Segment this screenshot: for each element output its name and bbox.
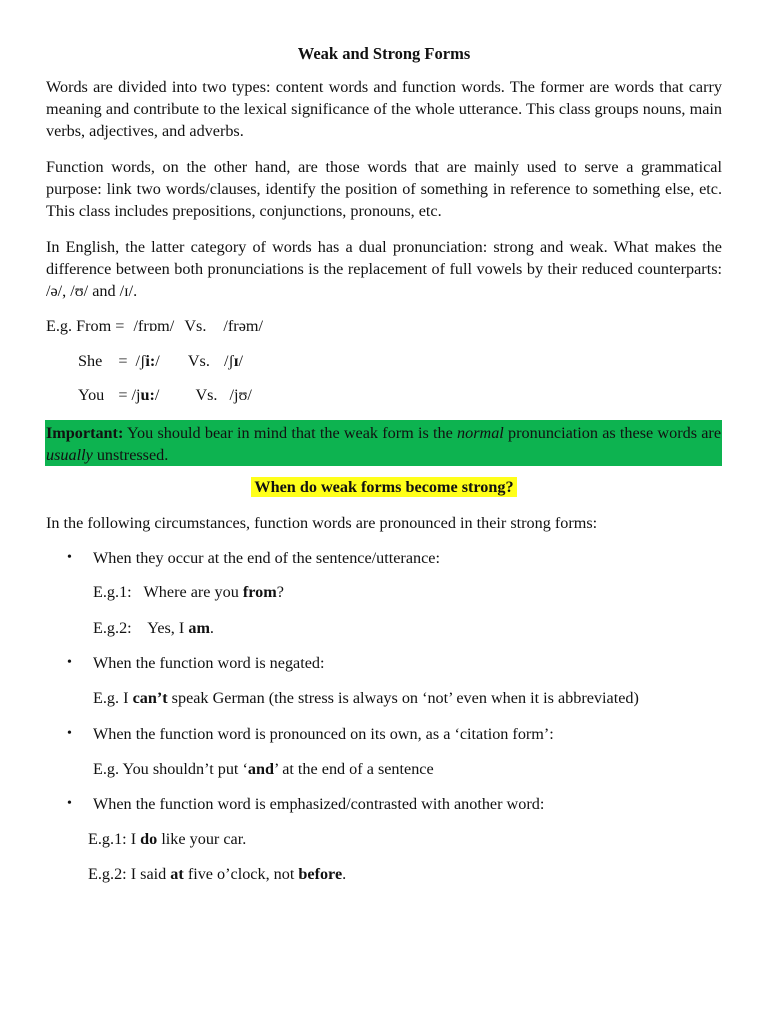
example-end-2: E.g.2: Yes, I am. xyxy=(93,619,214,637)
bullet-item-citation-form: When the function word is pronounced on its own, as a ‘citation form’: xyxy=(93,725,554,743)
important-note: Important: You should bear in mind that the weak form is the normal pronunciation as these words are usually unstressed. xyxy=(45,420,722,466)
section-heading-text: When do weak forms become strong? xyxy=(251,477,516,497)
example-negated: E.g. I can’t speak German (the stress is always on ‘not’ even when it is abbreviated) xyxy=(93,689,639,707)
bullet-item-emphasized: When the function word is emphasized/contrasted with another word: xyxy=(93,795,545,813)
important-label: Important: xyxy=(46,424,124,442)
bullet-marker: • xyxy=(67,726,72,741)
paragraph-function-words: Function words, on the other hand, are those words that are mainly used to serve a grammatical purpose: link two words/clauses, identify the position of something in reference to something else, etc. This class includes prepositions, conjunctions, pronouns, etc. xyxy=(46,158,722,220)
bullet-item-end-of-sentence: When they occur at the end of the sentence/utterance: xyxy=(93,549,440,567)
example-emphasis-2: E.g.2: I said at five o’clock, not before. xyxy=(88,865,347,883)
section-heading xyxy=(0,478,768,497)
bullet-item-negated: When the function word is negated: xyxy=(93,654,325,672)
example-you: You = /ju:/ Vs. /jʊ/ xyxy=(78,386,252,404)
intro-text: In the following circumstances, function words are pronounced in their strong forms: xyxy=(46,514,598,532)
document-title: Weak and Strong Forms xyxy=(297,44,471,63)
example-end-1: E.g.1: Where are you from? xyxy=(93,583,284,601)
bullet-marker: • xyxy=(67,655,72,670)
example-from: E.g. From = /frɒm/ Vs. /frəm/ xyxy=(46,317,263,335)
example-citation: E.g. You shouldn’t put ‘and’ at the end of a sentence xyxy=(93,760,434,778)
example-emphasis-1: E.g.1: I do like your car. xyxy=(88,830,247,848)
bullet-marker: • xyxy=(67,550,72,565)
paragraph-content-words: Words are divided into two types: content words and function words. The former are words that carry meaning and contribute to the lexical significance of the whole utterance. This class groups nouns, main verbs, adjectives, and adverbs. xyxy=(46,78,722,140)
paragraph-dual-pronunciation: In English, the latter category of words has a dual pronunciation: strong and weak. What makes the difference between both pronunciations is the replacement of full vowels by their reduced counterparts: /ə/, /ʊ/ and /ɪ/. xyxy=(46,238,722,300)
example-she: She = /ʃi:/ Vs. /ʃɪ/ xyxy=(78,352,243,370)
bullet-marker: • xyxy=(67,796,72,811)
